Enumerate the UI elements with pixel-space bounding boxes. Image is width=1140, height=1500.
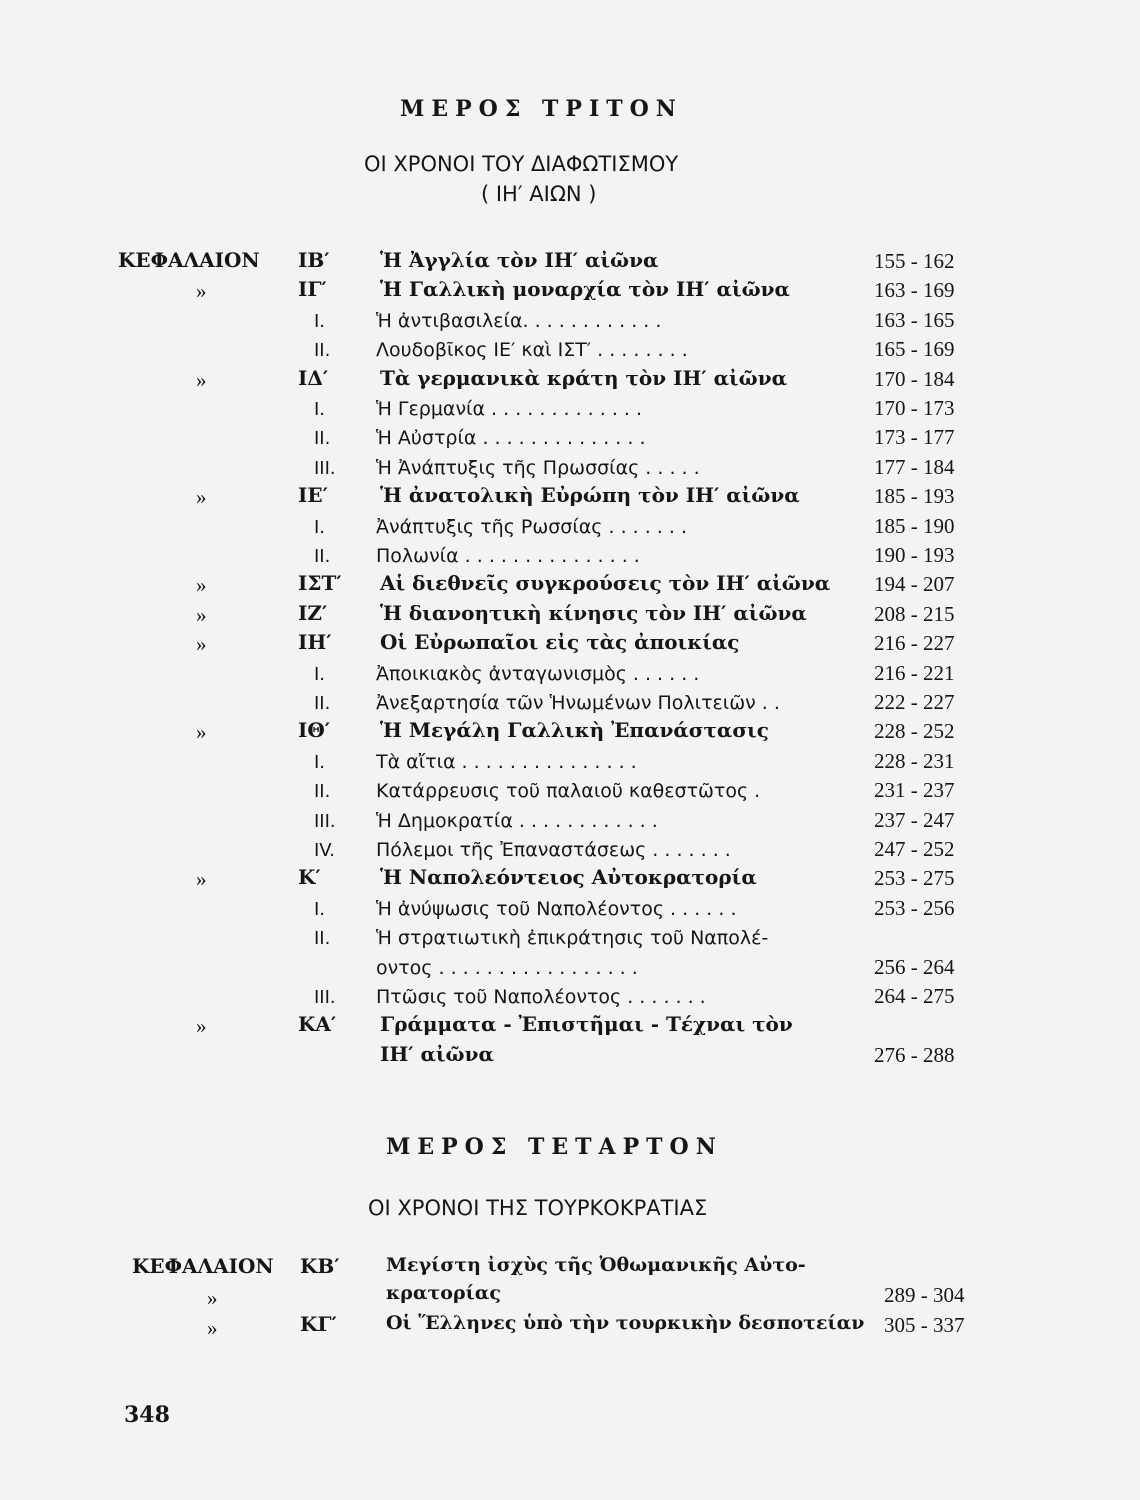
page-range: 264 - 275 [874, 984, 955, 1008]
chapter-number: ΙΓ′ [298, 277, 327, 301]
page-range: 208 - 215 [874, 602, 955, 626]
section-number: ΙΙ. [314, 340, 331, 361]
ditto-mark: » [196, 485, 207, 509]
ditto-mark: » [196, 720, 207, 744]
chapter-title: Ἡ Ἀγγλία τὸν ΙΗ′ αἰῶνα [380, 248, 659, 272]
section-title: Πολωνία . . . . . . . . . . . . . . . [376, 545, 640, 567]
page-range: 194 - 207 [874, 572, 955, 596]
section-number: Ι. [314, 311, 326, 332]
chapter-title: Ἡ Γαλλικὴ μοναρχία τὸν ΙΗ′ αἰῶνα [380, 277, 790, 301]
ditto-mark: » [196, 368, 207, 392]
page-range: 289 - 304 [884, 1283, 965, 1307]
ditto-mark: » [207, 1286, 218, 1310]
part3-subtitle: ΟΙ ΧΡΟΝΟΙ ΤΟΥ ΔΙΑΦΩΤΙΣΜΟΥ [364, 152, 679, 176]
section-number: Ι. [314, 899, 326, 920]
chapter-title: Τὰ γερμανικὰ κράτη τὸν ΙΗ′ αἰῶνα [380, 366, 787, 390]
section-title: Ἡ ἀνύψωσις τοῦ Ναπολέοντος . . . . . . [376, 898, 737, 920]
chapter-number: ΚΒ′ [300, 1254, 340, 1278]
section-number: Ι. [314, 399, 326, 420]
section-title: Ἡ Αὐστρία . . . . . . . . . . . . . . [376, 427, 646, 449]
section-title: Ἀνάπτυξις τῆς Ρωσσίας . . . . . . . [376, 516, 688, 538]
section-title: Ἀποικιακὸς ἀνταγωνισμὸς . . . . . . [376, 663, 700, 685]
page-range: 256 - 264 [874, 955, 955, 979]
page-range: 305 - 337 [884, 1313, 965, 1337]
chapter-label: ΚΕΦΑΛΑΙΟΝ [118, 248, 260, 272]
section-title: Πόλεμοι τῆς Ἐπαναστάσεως . . . . . . . [376, 839, 731, 861]
chapter-number: ΙΒ′ [298, 248, 330, 272]
section-number: Ι. [314, 517, 326, 538]
part4-title: ΜΕΡΟΣ ΤΕΤΑΡΤΟΝ [386, 1134, 723, 1160]
section-number: ΙV. [314, 840, 336, 861]
section-number: Ι. [314, 752, 326, 773]
chapter-number: ΙΗ′ [298, 630, 332, 654]
chapter-title: Οἱ Εὐρωπαῖοι εἰς τὰς ἀποικίας [380, 630, 740, 654]
part3-century: ( ΙΗ′ ΑΙΩΝ ) [481, 182, 597, 206]
ditto-mark: » [196, 632, 207, 656]
chapter-title: Ἡ Μεγάλη Γαλλικὴ Ἐπανάστασις [380, 718, 769, 742]
chapter-number: ΙΣΤ′ [298, 571, 342, 595]
section-title: Ἡ Ἀνάπτυξις τῆς Πρωσσίας . . . . . [376, 457, 700, 479]
page-range: 228 - 252 [874, 719, 955, 743]
page-range: 222 - 227 [874, 690, 955, 714]
chapter-label: ΚΕΦΑΛΑΙΟΝ [132, 1254, 274, 1278]
page-range: 231 - 237 [874, 778, 955, 802]
section-title: οντος . . . . . . . . . . . . . . . . . [376, 957, 638, 979]
section-number: ΙΙ. [314, 693, 331, 714]
section-title: Ἡ στρατιωτικὴ ἐπικράτησις τοῦ Ναπολέ- [376, 927, 769, 949]
section-title: Ἡ ἀντιβασιλεία. . . . . . . . . . . . [376, 310, 662, 332]
chapter-title: Ἡ ἀνατολικὴ Εὐρώπη τὸν ΙΗ′ αἰῶνα [380, 483, 800, 507]
chapter-title: Ἡ διανοητικὴ κίνησις τὸν ΙΗ′ αἰῶνα [380, 601, 807, 625]
section-title: Τὰ αἴτια . . . . . . . . . . . . . . . [376, 751, 637, 773]
page-range: 155 - 162 [874, 249, 955, 273]
page-range: 190 - 193 [874, 543, 955, 567]
section-number: ΙΙΙ. [314, 811, 336, 832]
section-title: Ἀνεξαρτησία τῶν Ἡνωμένων Πολιτειῶν . . [376, 692, 780, 714]
page-range: 276 - 288 [874, 1043, 955, 1067]
chapter-number: ΙΕ′ [298, 483, 328, 507]
ditto-mark: » [196, 279, 207, 303]
page-range: 163 - 169 [874, 278, 955, 302]
page-range: 185 - 193 [874, 484, 955, 508]
chapter-number: ΚΓ′ [300, 1312, 337, 1336]
section-title: Πτῶσις τοῦ Ναπολέοντος . . . . . . . [376, 986, 706, 1008]
section-number: ΙΙ. [314, 428, 331, 449]
chapter-number: ΙΖ′ [298, 601, 328, 625]
page-range: 177 - 184 [874, 455, 955, 479]
chapter-title: ΙΗ′ αἰῶνα [380, 1042, 494, 1066]
chapter-title: Οἱ Ἕλληνες ὑπὸ τὴν τουρκικὴν δεσποτείαν [386, 1312, 865, 1334]
chapter-title: Μεγίστη ἰσχὺς τῆς Ὀθωμανικῆς Αὐτο- [386, 1254, 806, 1276]
chapter-title: Γράμματα - Ἐπιστῆμαι - Τέχναι τὸν [380, 1012, 793, 1036]
page-range: 253 - 256 [874, 896, 955, 920]
part3-title: ΜΕΡΟΣ ΤΡΙΤΟΝ [400, 96, 683, 122]
chapter-number: ΚΑ′ [298, 1012, 337, 1036]
page-range: 170 - 173 [874, 396, 955, 420]
section-title: Ἡ Γερμανία . . . . . . . . . . . . . [376, 398, 643, 420]
page-range: 216 - 227 [874, 631, 955, 655]
page-range: 216 - 221 [874, 661, 955, 685]
ditto-mark: » [196, 1014, 207, 1038]
chapter-number: ΙΔ′ [298, 366, 329, 390]
section-number: Ι. [314, 664, 326, 685]
section-number: ΙΙΙ. [314, 458, 336, 479]
chapter-title: Αἱ διεθνεῖς συγκρούσεις τὸν ΙΗ′ αἰῶνα [380, 571, 831, 595]
page-number: 348 [124, 1402, 170, 1428]
chapter-number: ΙΘ′ [298, 718, 331, 742]
ditto-mark: » [196, 867, 207, 891]
page-range: 163 - 165 [874, 308, 955, 332]
page-range: 253 - 275 [874, 866, 955, 890]
ditto-mark: » [196, 603, 207, 627]
chapter-title: Ἡ Ναπολεόντειος Αὐτοκρατορία [380, 865, 757, 889]
page-range: 237 - 247 [874, 808, 955, 832]
ditto-mark: » [196, 573, 207, 597]
section-title: Ἡ Δημοκρατία . . . . . . . . . . . . [376, 810, 658, 832]
page-range: 185 - 190 [874, 514, 955, 538]
chapter-number: Κ′ [298, 865, 321, 889]
page-range: 173 - 177 [874, 425, 955, 449]
part4-subtitle: ΟΙ ΧΡΟΝΟΙ ΤΗΣ ΤΟΥΡΚΟΚΡΑΤΙΑΣ [368, 1196, 708, 1220]
page-range: 247 - 252 [874, 837, 955, 861]
page-range: 165 - 169 [874, 337, 955, 361]
section-number: ΙΙ. [314, 546, 331, 567]
page-range: 170 - 184 [874, 367, 955, 391]
section-number: ΙΙ. [314, 781, 331, 802]
ditto-mark: » [207, 1316, 218, 1340]
page-range: 228 - 231 [874, 749, 955, 773]
section-number: ΙΙ. [314, 928, 331, 949]
chapter-title: κρατορίας [386, 1282, 501, 1304]
section-title: Κατάρρευσις τοῦ παλαιοῦ καθεστῶτος . [376, 780, 761, 802]
section-number: ΙΙΙ. [314, 987, 336, 1008]
section-title: Λουδοβῖκος ΙΕ′ καὶ ΙΣΤ′ . . . . . . . . [376, 339, 688, 361]
